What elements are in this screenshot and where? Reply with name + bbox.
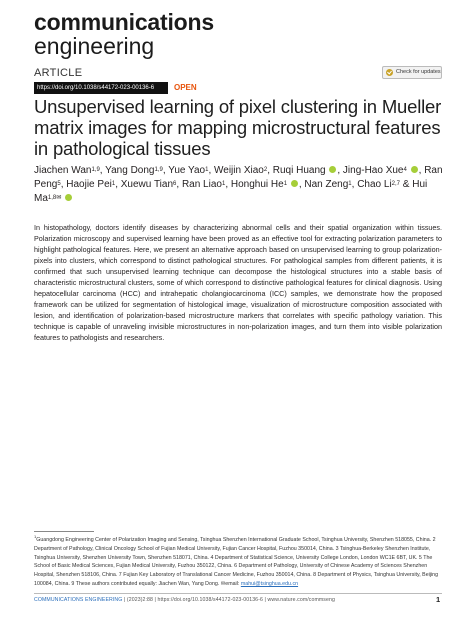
journal-name-line1: communications: [34, 9, 214, 35]
author-entry: [182, 179, 225, 190]
check-for-updates-button[interactable]: [382, 66, 442, 79]
doi-link[interactable]: https://doi.org/10.1038/s44172-023-00136-6: [34, 82, 168, 94]
article-title: Unsupervised learning of pixel clustering in Mueller matrix images for mapping microstructural features in pathological tissues: [34, 96, 442, 159]
author-entry: [273, 165, 338, 176]
footer-divider: [34, 593, 442, 594]
author-entry: [214, 165, 267, 176]
author-affiliation-sup: 1: [111, 181, 116, 187]
footer-citation-text: | (2023)2:88 | https://doi.org/10.1038/s44172-023-00136-6 | www.nature.com/commseng: [122, 597, 335, 603]
author-affiliation-sup: 2: [263, 167, 268, 173]
abstract-text: In histopathology, doctors identify diseases by characterizing abnormal cells and their spatial organization within tissues. Polarization microscopy and supervised learning have been proved as an effective tool for extracting polarization parameters to highlight pathological features. Here, we present an alternative approach based on unsupervised learning to group polarization-pixels into clusters, which correspond to distinct pathological structures. For pathological samples from different patients, it is confirmed that such unsupervised learning technique can decompose the histological structures into a stable basis of characteristic microstructural clusters, some of which correspond to distinctive pathological features for clinical diagnosis. Using hepatocellular carcinoma (HCC) and intrahepatic cholangiocarcinoma (ICC) samples, we demonstrate how the proposed framework can be utilized for segmentation of histological image, visualization of microstructure composition associated with lesion, and identification of polarization-based microstructure markers that correlates with specific pathology variation. This technique is capable of unraveling invisible microstructures in non-polarization images, and turn them into visible polarization features to pathologists and researchers.: [34, 223, 442, 342]
author-affiliation-sup: 1: [283, 181, 288, 187]
author-name[interactable]: Honghui He: [230, 179, 284, 190]
author-name[interactable]: Haojie Pei: [66, 179, 112, 190]
check-updates-icon: [386, 69, 393, 76]
affiliation-divider: [34, 531, 94, 532]
author-name[interactable]: Ruqi Huang: [272, 165, 326, 176]
author-entry: [34, 165, 100, 176]
author-name[interactable]: Xuewu Tian: [120, 179, 174, 190]
author-affiliation-sup: 4: [403, 167, 407, 173]
journal-name-line2: engineering: [34, 33, 155, 59]
author-affiliation-sup: 6: [173, 181, 177, 187]
author-name[interactable]: Jing-Hao Xue: [342, 165, 404, 176]
orcid-icon[interactable]: [65, 194, 72, 201]
author-name[interactable]: Hui Ma: [34, 179, 428, 204]
author-affiliation-sup: 1: [221, 181, 226, 187]
orcid-icon[interactable]: [291, 180, 298, 187]
footer-citation: [34, 597, 335, 603]
page-number: 1: [436, 595, 441, 604]
affiliation-number: 1: [34, 534, 37, 539]
author-name[interactable]: Nan Zeng: [304, 179, 349, 190]
author-entry: [343, 165, 419, 176]
author-affiliation-sup: 5: [57, 181, 61, 187]
author-entry: [168, 165, 208, 176]
author-name[interactable]: Yue Yao: [168, 165, 206, 176]
author-entry: [231, 179, 299, 190]
footer-journal-name[interactable]: COMMUNICATIONS ENGINEERING: [34, 597, 123, 603]
author-affiliation-sup: 1: [205, 167, 209, 173]
affiliations: [34, 533, 444, 589]
author-entry: [105, 165, 163, 176]
author-name[interactable]: Ran Peng: [34, 165, 443, 190]
article-type-label: ARTICLE: [34, 67, 83, 79]
author-name[interactable]: Chao Li: [357, 179, 392, 190]
author-name[interactable]: Jiachen Wan: [34, 165, 92, 176]
author-affiliation-sup: 1,9: [154, 167, 163, 173]
author-list: Jiachen Wan$^{1,9}$, Yang Dong$^{1,9}$, Yue Yao$^1$, Weijin Xiao$^2$, Ruqi Huang , Jing-Hao Xue$^4$ , Ran Peng$^5$, Haojie Pei$^1$, Xuewu Tian$^6$, Ran Liao$^1$, Honghui He$^1$ , Nan Zeng$^1$, Chao Li$^{2,7}$ & Hui $Ma^{1,8✉}$: [34, 165, 443, 204]
author-name[interactable]: Weijin Xiao: [214, 165, 264, 176]
author-affiliation-sup: 2,7: [391, 181, 401, 187]
open-access-badge: OPEN: [174, 83, 197, 92]
orcid-icon[interactable]: [329, 166, 336, 173]
author-name[interactable]: Ran Liao: [181, 179, 222, 190]
author-entry: [66, 179, 115, 190]
check-updates-label: Check for updates: [396, 69, 441, 75]
author-affiliation-sup: 1: [348, 181, 352, 187]
author-affiliation-sup: 1,8✉: [47, 195, 62, 201]
author-entry: [121, 179, 177, 190]
affiliations-text: Guangdong Engineering Center of Polarization Imaging and Sensing, Tsinghua Shenzhen International Graduate School, Tsinghua University, Shenzhen 518055, China. 2 Department of Pathology, Clinical Oncology School of Fujian Medical University, Fujian Cancer Hospital, Fuzhou 350014, China. 3 Tsinghua-Berkeley Shenzhen Institute, Tsinghua University, Shenzhen University Town, Shenzhen 518071, China. 4 Department of Statistical Science, University College London, London WC1E 6BT, UK. 5 The School of Basic Medical Sciences, Fujian Medical University, Fuzhou 350122, China. 6 Department of Pathology, University of Chinese Academy of Sciences Shenzhen Hospital, Shenzhen 518106, China. 7 Fujian Key Laboratory of Translational Cancer Medicine, Fuzhou 350014, China. 8 Department of Physics, Tsinghua University, Beijing 100084, China. 9 These authors contributed equally: Jiachen Wan, Yang Dong.: [34, 536, 439, 588]
author-entry: [357, 179, 400, 190]
author-entry: [304, 179, 351, 190]
email-prefix: ✉email:: [220, 581, 241, 588]
author-name[interactable]: Yang Dong: [105, 165, 155, 176]
author-affiliation-sup: 1,9: [91, 167, 100, 173]
orcid-icon[interactable]: [411, 166, 418, 173]
corresponding-email-link[interactable]: mahui@tsinghua.edu.cn: [240, 581, 299, 588]
